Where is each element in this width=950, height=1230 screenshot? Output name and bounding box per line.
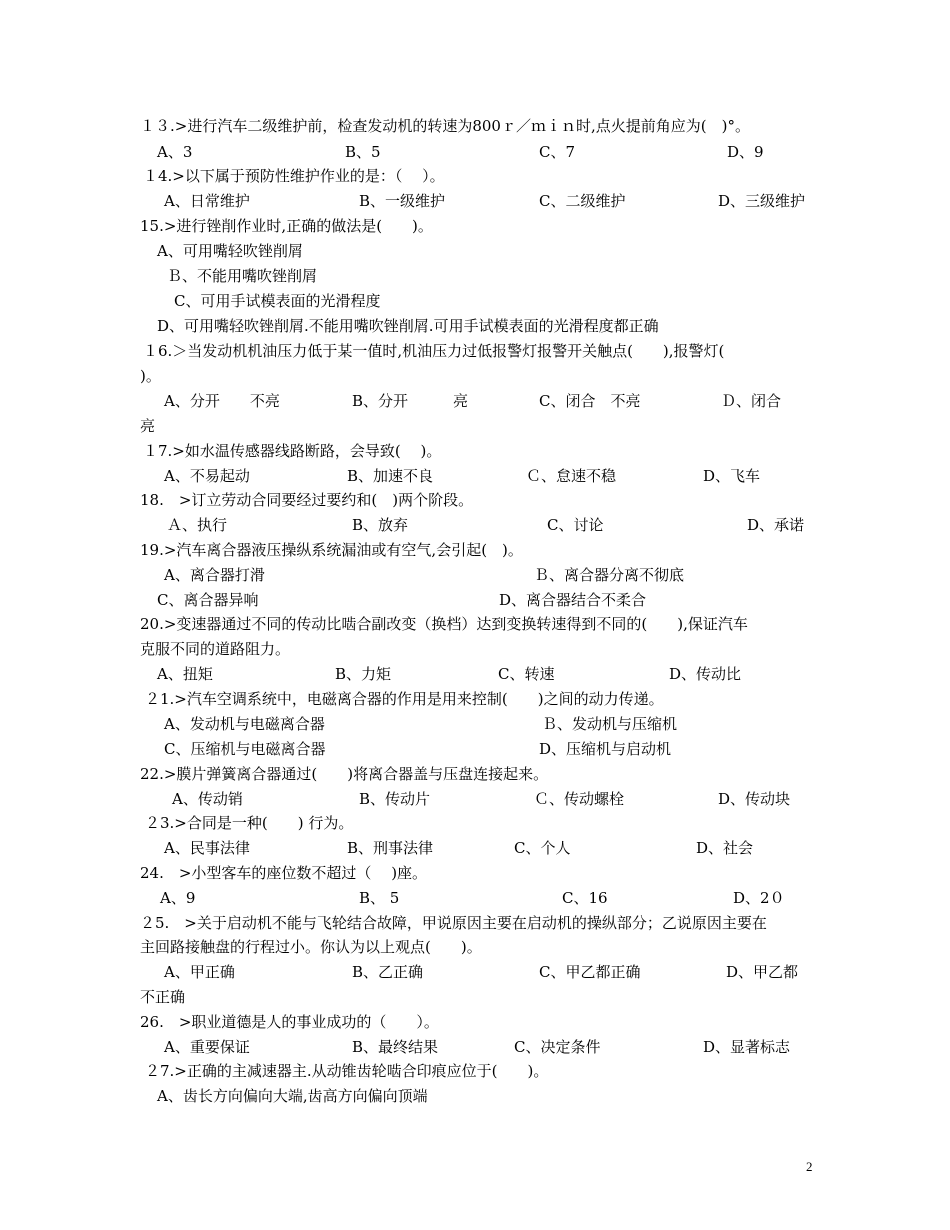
question-13-option-d: D、9 [727,143,764,161]
question-23-option-b: B、刑事法律 [347,839,434,857]
question-14-stem: １4.>以下属于预防性维护作业的是：（ ）。 [143,167,445,185]
question-20-option-d: D、传动比 [669,665,742,683]
question-25-stem-line-1: ２5. >关于启动机不能与飞轮结合故障，甲说原因主要在启动机的操纵部分；乙说原因主要在 [140,914,767,932]
question-23-option-c: C、个人 [514,839,571,857]
question-26-option-b: B、最终结果 [352,1038,439,1056]
question-14-option-a: A、日常维护 [164,192,250,210]
question-15-stem: 15.>进行锉削作业时,正确的做法是( )。 [140,217,433,235]
question-15-option-a: A、可用嘴轻吹锉削屑 [157,242,303,260]
question-20-stem-line-1: 20.>变速器通过不同的传动比啮合副改变（换档）达到变换转速得到不同的( ),保证汽车 [140,615,748,633]
question-24-option-a: A、9 [160,889,196,907]
question-22-option-d: D、传动块 [718,790,791,808]
question-18-option-c: C、讨论 [547,516,604,534]
question-18-stem: 18. >订立劳动合同要经过要约和( )两个阶段。 [140,491,474,509]
question-27-stem: ２7.>正确的主减速器主.从动锥齿轮啮合印痕应位于( )。 [145,1062,549,1080]
question-18-option-b: B、放弃 [352,516,409,534]
question-14-option-b: B、一级维护 [359,192,446,210]
question-19-option-c: C、离合器异响 [157,591,259,609]
question-21-option-d: D、压缩机与启动机 [539,740,672,758]
question-14-option-c: C、二级维护 [539,192,626,210]
question-25-option-a: A、甲正确 [164,963,235,981]
question-26-option-a: A、重要保证 [164,1038,250,1056]
question-18-option-d: D、承诺 [747,516,805,534]
question-13-option-a: A、3 [157,143,193,161]
question-25-option-b: B、乙正确 [352,963,424,981]
question-17-option-d: D、飞车 [703,467,761,485]
question-25-option-d: D、甲乙都 [726,963,799,981]
question-20-option-c: C、转速 [498,665,555,683]
question-27-option-a: A、齿长方向偏向大端,齿高方向偏向顶端 [157,1087,428,1105]
question-26-option-c: C、决定条件 [514,1038,601,1056]
question-22-option-c: Ｃ、传动螺栓 [534,790,625,808]
question-19-option-a: A、离合器打滑 [164,566,265,584]
question-13-option-c: C、7 [539,143,576,161]
question-17-option-c: Ｃ、怠速不稳 [526,467,617,485]
question-22-option-a: A、传动销 [172,790,243,808]
question-19-option-b: Ｂ、离合器分离不彻底 [534,566,685,584]
question-16-option-d-continuation: 亮 [140,417,156,435]
question-24-option-c: C、16 [562,889,608,907]
question-19-option-d: D、离合器结合不柔合 [499,591,647,609]
question-21-stem: ２1.>汽车空调系统中，电磁离合器的作用是用来控制( )之间的动力传递。 [145,690,664,708]
question-15-option-c: C、可用手试模表面的光滑程度 [174,292,381,310]
question-17-option-b: B、加速不良 [347,467,434,485]
question-16-option-b: B、分开 亮 [352,392,469,410]
question-16-option-a: A、分开 不亮 [164,392,280,410]
question-15-option-b: Ｂ、不能用嘴吹锉削屑 [167,267,318,285]
question-24-option-b: B、 5 [359,889,400,907]
question-17-stem: １7.>如水温传感器线路断路，会导致( )。 [143,442,442,460]
question-22-stem: 22.>膜片弹簧离合器通过( )将离合器盖与压盘连接起来。 [140,765,549,783]
question-21-option-b: Ｂ、发动机与压缩机 [542,715,678,733]
question-22-option-b: B、传动片 [359,790,431,808]
question-19-stem: 19.>汽车离合器液压操纵系统漏油或有空气,会引起( )。 [140,541,523,559]
question-24-stem: 24. >小型客车的座位数不超过（ )座。 [140,864,428,882]
question-25-option-c: C、甲乙都正确 [539,963,641,981]
question-13-stem: １３.>进行汽车二级维护前，检查发动机的转速为800ｒ／ｍｉｎ时,点火提前角应为( )°。 [140,117,750,135]
question-21-option-c: C、压缩机与电磁离合器 [164,740,326,758]
question-16-stem-line-2: )。 [140,367,161,385]
question-23-option-d: D、社会 [696,839,754,857]
question-23-option-a: A、民事法律 [164,839,250,857]
question-25-stem-line-2: 主回路接触盘的行程过小。你认为以上观点( )。 [140,938,482,956]
question-15-option-d: D、可用嘴轻吹锉削屑.不能用嘴吹锉削屑.可用手试模表面的光滑程度都正确 [157,317,659,335]
question-16-option-d: Ｄ、闭合 [721,392,782,410]
question-26-stem: 26. >职业道德是人的事业成功的（ ）。 [140,1013,439,1031]
question-20-stem-line-2: 克服不同的道路阻力。 [140,640,291,658]
question-23-stem: ２3.>合同是一种( ) 行为。 [145,814,354,832]
question-21-option-a: A、发动机与电磁离合器 [164,715,325,733]
question-24-option-d: D、2０ [733,889,785,907]
question-17-option-a: A、不易起动 [164,467,250,485]
question-20-option-a: A、扭矩 [157,665,213,683]
question-16-option-c: C、闭合 不亮 [539,392,641,410]
question-16-stem-line-1: １6.＞当发动机机油压力低于某一值时,机油压力过低报警灯报警开关触点( ),报警灯( [143,342,725,360]
page-number: 2 [806,1159,813,1174]
question-25-option-d-continuation: 不正确 [140,988,186,1006]
question-14-option-d: D、三级维护 [718,192,806,210]
question-26-option-d: D、显著标志 [703,1038,791,1056]
question-13-option-b: B、5 [345,143,381,161]
question-18-option-a: Ａ、执行 [167,516,228,534]
question-20-option-b: B、力矩 [335,665,392,683]
